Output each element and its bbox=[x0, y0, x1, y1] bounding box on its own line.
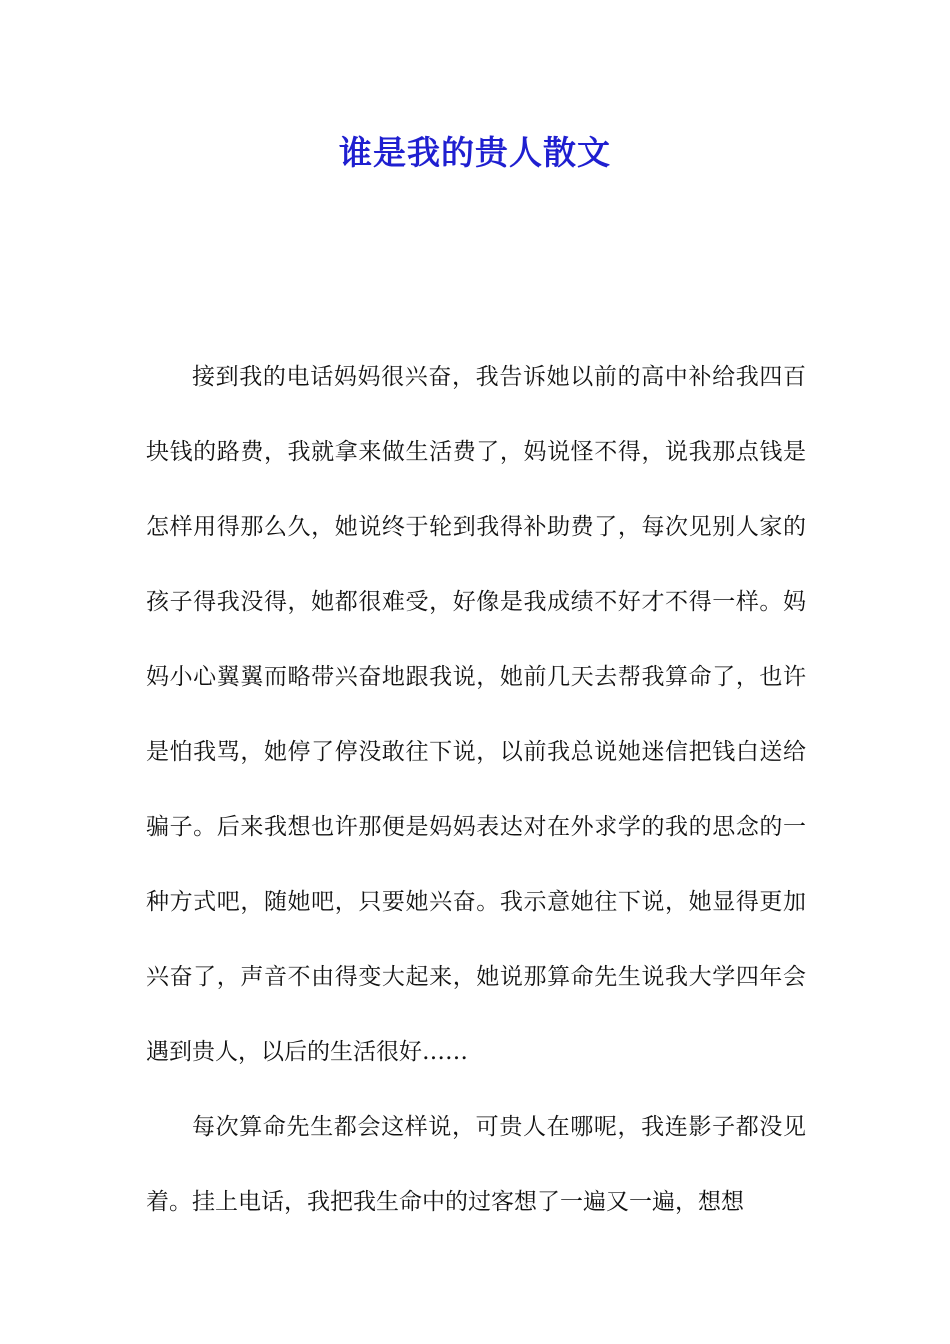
document-body bbox=[146, 340, 806, 1240]
paragraph-2: 每次算命先生都会这样说，可贵人在哪呢，我连影子都没见着。挂上电话，我把我生命中的过客想了一遍又一遍，想想 bbox=[146, 1114, 806, 1215]
document-title: 谁是我的贵人散文 bbox=[339, 133, 611, 172]
paragraph-1: 接到我的电话妈妈很兴奋，我告诉她以前的高中补给我四百块钱的路费，我就拿来做生活费了，妈说怪不得，说我那点钱是怎样用得那么久，她说终于轮到我得补助费了，每次见别人家的孩子得我没得，她都很难受，好像是我成绩不好才不得一样。妈妈小心翼翼而略带兴奋地跟我说，她前几天去帮我算命了，也许是怕我骂，她停了停没敢往下说，以前我总说她迷信把钱白送给骗子。后来我想也许那便是妈妈表达对在外求学的我的思念的一种方式吧，随她吧，只要她兴奋。我示意她往下说，她显得更加兴奋了，声音不由得变大起来，她说那算命先生说我大学四年会遇到贵人，以后的生活很好…… bbox=[146, 364, 806, 1065]
